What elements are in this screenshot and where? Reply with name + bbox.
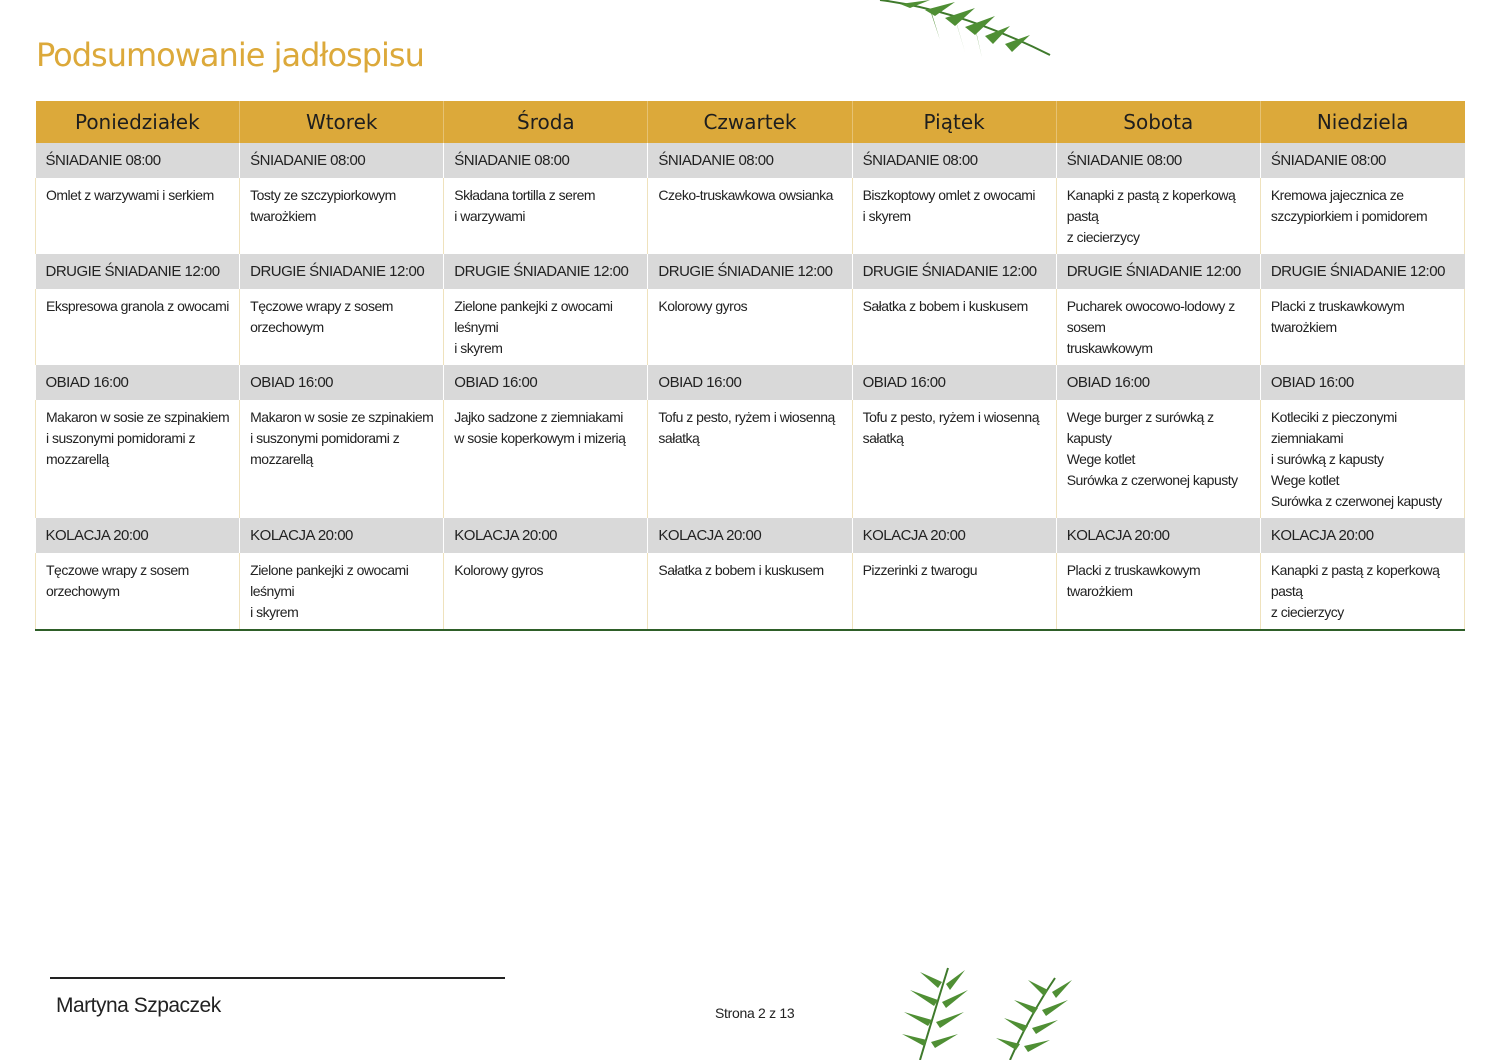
- dish-cell: [648, 400, 852, 518]
- page-title: Podsumowanie jadłospisu: [36, 36, 424, 74]
- dish-cell: [444, 178, 648, 254]
- dish-line: i suszonymi pomidorami z mozzarellą: [46, 430, 196, 467]
- day-header: Czwartek: [648, 101, 852, 143]
- day-header: Niedziela: [1260, 101, 1464, 143]
- day-header: Środa: [444, 101, 648, 143]
- page-number: Strona 2 z 13: [715, 1005, 795, 1021]
- meal-label: KOLACJA 20:00: [852, 518, 1056, 553]
- dish-line: orzechowym: [46, 583, 120, 599]
- meal-label: KOLACJA 20:00: [1260, 518, 1464, 553]
- dish-line: i surówką z kapusty: [1270, 451, 1384, 467]
- dish-line: sałatką: [862, 430, 904, 446]
- day-header: Wtorek: [240, 101, 444, 143]
- meal-label: OBIAD 16:00: [1056, 365, 1260, 400]
- dish-row: [36, 178, 1465, 254]
- dish-line: Placki z truskawkowym twarożkiem: [1270, 298, 1405, 335]
- dish-line: szczypiorkiem i pomidorem: [1270, 208, 1428, 224]
- meal-label: OBIAD 16:00: [36, 365, 240, 400]
- dish-line: orzechowym: [250, 319, 324, 335]
- dish-line: Wege kotlet: [1270, 472, 1340, 488]
- meal-label: DRUGIE ŚNIADANIE 12:00: [648, 254, 852, 289]
- meal-label-row: [36, 143, 1465, 178]
- meal-label: ŚNIADANIE 08:00: [1260, 143, 1464, 178]
- meal-label: OBIAD 16:00: [1260, 365, 1464, 400]
- dish-cell: [444, 400, 648, 518]
- dish-line: Kanapki z pastą z koperkową pastą: [1270, 562, 1440, 599]
- dish-cell: [36, 553, 240, 630]
- dish-line: Kremowa jajecznica ze: [1270, 187, 1404, 203]
- dish-cell: [36, 178, 240, 254]
- meal-label: DRUGIE ŚNIADANIE 12:00: [1056, 254, 1260, 289]
- dish-cell: [1056, 400, 1260, 518]
- meal-label: KOLACJA 20:00: [36, 518, 240, 553]
- dish-cell: [444, 289, 648, 365]
- dish-cell: [1260, 400, 1464, 518]
- meal-label: OBIAD 16:00: [240, 365, 444, 400]
- dish-cell: [1260, 178, 1464, 254]
- dish-line: truskawkowym: [1066, 340, 1153, 356]
- dish-line: twarożkiem: [250, 208, 316, 224]
- day-header: Poniedziałek: [36, 101, 240, 143]
- meal-label: DRUGIE ŚNIADANIE 12:00: [852, 254, 1056, 289]
- day-header: Piątek: [852, 101, 1056, 143]
- dish-line: Makaron w sosie ze szpinakiem: [250, 409, 434, 425]
- dish-line: Składana tortilla z serem: [454, 187, 596, 203]
- dish-line: Surówka z czerwonej kapusty: [1066, 472, 1238, 488]
- meal-label: ŚNIADANIE 08:00: [444, 143, 648, 178]
- meal-label-row: [36, 518, 1465, 553]
- dish-line: w sosie koperkowym i mizerią: [454, 430, 626, 446]
- dish-line: i suszonymi pomidorami z mozzarellą: [250, 430, 400, 467]
- dish-cell: [240, 553, 444, 630]
- dish-line: Tosty ze szczypiorkowym: [250, 187, 396, 203]
- dish-cell: [1056, 178, 1260, 254]
- dish-line: Sałatka z bobem i kuskusem: [862, 298, 1028, 314]
- meal-label: OBIAD 16:00: [852, 365, 1056, 400]
- meal-label: ŚNIADANIE 08:00: [648, 143, 852, 178]
- dish-row: [36, 553, 1465, 630]
- meal-label: DRUGIE ŚNIADANIE 12:00: [444, 254, 648, 289]
- dish-line: Pucharek owocowo-lodowy z sosem: [1066, 298, 1235, 335]
- meal-label: DRUGIE ŚNIADANIE 12:00: [1260, 254, 1464, 289]
- dish-cell: [240, 400, 444, 518]
- dish-cell: [648, 553, 852, 630]
- dish-line: Kotleciki z pieczonymi ziemniakami: [1270, 409, 1397, 446]
- dish-line: z ciecierzycy: [1270, 604, 1344, 620]
- dish-line: Zielone pankejki z owocami leśnymi: [250, 562, 409, 599]
- dish-line: Czeko-truskawkowa owsianka: [658, 187, 833, 203]
- meal-label: ŚNIADANIE 08:00: [240, 143, 444, 178]
- dish-cell: [852, 178, 1056, 254]
- dish-cell: [852, 289, 1056, 365]
- dish-cell: [240, 178, 444, 254]
- dish-cell: [1260, 553, 1464, 630]
- dish-line: i warzywami: [454, 208, 526, 224]
- days-header-row: [36, 101, 1465, 143]
- dish-line: i skyrem: [454, 340, 503, 356]
- dish-line: Tęczowe wrapy z sosem: [250, 298, 393, 314]
- meal-label: KOLACJA 20:00: [1056, 518, 1260, 553]
- meal-label-row: [36, 365, 1465, 400]
- dish-line: Kanapki z pastą z koperkową pastą: [1066, 187, 1236, 224]
- dish-cell: [852, 400, 1056, 518]
- dish-line: i skyrem: [862, 208, 911, 224]
- meal-plan-table: [35, 101, 1465, 631]
- day-header: Sobota: [1056, 101, 1260, 143]
- dish-line: Makaron w sosie ze szpinakiem: [46, 409, 230, 425]
- dish-line: Ekspresowa granola z owocami: [46, 298, 229, 314]
- dish-line: i skyrem: [250, 604, 299, 620]
- dish-line: sałatką: [658, 430, 700, 446]
- dish-cell: [36, 289, 240, 365]
- dish-row: [36, 400, 1465, 518]
- meal-label-row: [36, 254, 1465, 289]
- dish-line: Kolorowy gyros: [658, 298, 748, 314]
- dish-line: Jajko sadzone z ziemniakami: [454, 409, 623, 425]
- dish-line: Kolorowy gyros: [454, 562, 543, 578]
- author-name: Martyna Szpaczek: [56, 994, 221, 1017]
- meal-label: ŚNIADANIE 08:00: [852, 143, 1056, 178]
- dish-line: Tofu z pesto, ryżem i wiosenną: [862, 409, 1039, 425]
- dish-line: Pizzerinki z twarogu: [862, 562, 978, 578]
- meal-label: OBIAD 16:00: [444, 365, 648, 400]
- dish-row: [36, 289, 1465, 365]
- dish-cell: [1056, 553, 1260, 630]
- dish-line: Wege burger z surówką z kapusty: [1066, 409, 1214, 446]
- dish-cell: [648, 178, 852, 254]
- dish-line: Placki z truskawkowym twarożkiem: [1066, 562, 1201, 599]
- dish-line: Omlet z warzywami i serkiem: [46, 187, 214, 203]
- palm-leaves-icon: [880, 960, 1100, 1060]
- meal-label: KOLACJA 20:00: [240, 518, 444, 553]
- dish-cell: [852, 553, 1056, 630]
- meal-label: ŚNIADANIE 08:00: [36, 143, 240, 178]
- dish-line: Wege kotlet: [1066, 451, 1135, 467]
- dish-line: Zielone pankejki z owocami leśnymi: [454, 298, 613, 335]
- dish-line: Biszkoptowy omlet z owocami: [862, 187, 1036, 203]
- dish-line: Tofu z pesto, ryżem i wiosenną: [658, 409, 835, 425]
- dish-cell: [1056, 289, 1260, 365]
- dish-cell: [1260, 289, 1464, 365]
- palm-leaf-icon: [870, 0, 1070, 60]
- dish-line: Tęczowe wrapy z sosem: [46, 562, 189, 578]
- dish-line: Sałatka z bobem i kuskusem: [658, 562, 824, 578]
- meal-label: OBIAD 16:00: [648, 365, 852, 400]
- dish-cell: [444, 553, 648, 630]
- dish-line: z ciecierzycy: [1066, 229, 1140, 245]
- meal-label: DRUGIE ŚNIADANIE 12:00: [240, 254, 444, 289]
- meal-label: DRUGIE ŚNIADANIE 12:00: [36, 254, 240, 289]
- meal-label: KOLACJA 20:00: [648, 518, 852, 553]
- meal-label: ŚNIADANIE 08:00: [1056, 143, 1260, 178]
- dish-cell: [240, 289, 444, 365]
- meal-label: KOLACJA 20:00: [444, 518, 648, 553]
- dish-line: Surówka z czerwonej kapusty: [1270, 493, 1442, 509]
- dish-cell: [36, 400, 240, 518]
- signature-line: [50, 977, 505, 979]
- dish-cell: [648, 289, 852, 365]
